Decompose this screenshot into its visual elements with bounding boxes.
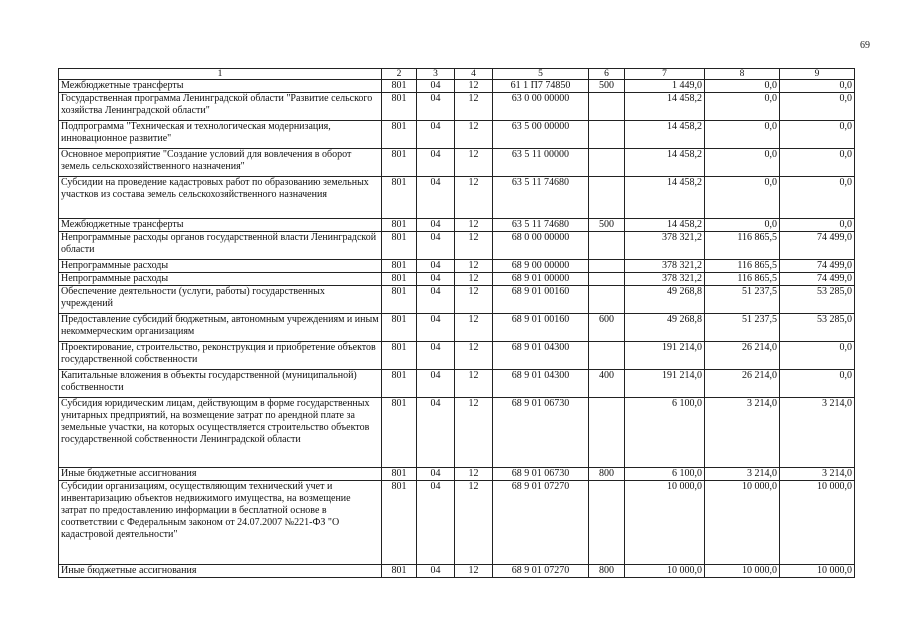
row-title-cell: Предоставление субсидий бюджетным, автономным учреждениям и иным некоммерческим организациям [59, 314, 382, 342]
amount-year-1-cell: 49 268,8 [625, 314, 705, 342]
amount-year-3-cell: 53 285,0 [780, 314, 855, 342]
ministry-code-cell: 801 [382, 481, 417, 565]
table-row [59, 565, 855, 578]
section-code-cell: 04 [417, 93, 455, 121]
amount-year-1-cell: 14 458,2 [625, 149, 705, 177]
amount-year-2-cell: 116 865,5 [705, 273, 780, 286]
row-title-cell: Проектирование, строительство, реконструкция и приобретение объектов государственной собственности [59, 342, 382, 370]
expense-type-code-cell: 600 [589, 314, 625, 342]
ministry-code-cell: 801 [382, 121, 417, 149]
amount-year-1-cell: 14 458,2 [625, 177, 705, 219]
amount-year-2-cell: 0,0 [705, 80, 780, 93]
header-cell: 3 [417, 69, 455, 80]
amount-year-2-cell: 10 000,0 [705, 565, 780, 578]
ministry-code-cell: 801 [382, 286, 417, 314]
subsection-code-cell: 12 [455, 481, 493, 565]
target-article-code-cell: 68 9 01 07270 [493, 565, 589, 578]
header-cell: 1 [59, 69, 382, 80]
amount-year-2-cell: 116 865,5 [705, 260, 780, 273]
target-article-code-cell: 68 9 01 00160 [493, 314, 589, 342]
expense-type-code-cell: 800 [589, 565, 625, 578]
section-code-cell: 04 [417, 286, 455, 314]
target-article-code-cell: 63 5 00 00000 [493, 121, 589, 149]
target-article-code-cell: 68 9 01 06730 [493, 398, 589, 468]
row-title-cell: Иные бюджетные ассигнования [59, 468, 382, 481]
section-code-cell: 04 [417, 342, 455, 370]
page-number: 69 [860, 40, 870, 51]
row-title-cell: Обеспечение деятельности (услуги, работы) государственных учреждений [59, 286, 382, 314]
expense-type-code-cell [589, 398, 625, 468]
expense-type-code-cell [589, 149, 625, 177]
subsection-code-cell: 12 [455, 398, 493, 468]
target-article-code-cell: 63 5 11 74680 [493, 219, 589, 232]
header-cell: 2 [382, 69, 417, 80]
expense-type-code-cell [589, 93, 625, 121]
ministry-code-cell: 801 [382, 260, 417, 273]
ministry-code-cell: 801 [382, 177, 417, 219]
section-code-cell: 04 [417, 260, 455, 273]
target-article-code-cell: 68 9 01 06730 [493, 468, 589, 481]
subsection-code-cell: 12 [455, 314, 493, 342]
row-title-cell: Государственная программа Ленинградской области "Развитие сельского хозяйства Ленинградской области" [59, 93, 382, 121]
amount-year-3-cell: 3 214,0 [780, 398, 855, 468]
target-article-code-cell: 68 9 01 00000 [493, 273, 589, 286]
budget-table [58, 68, 855, 578]
amount-year-3-cell: 74 499,0 [780, 273, 855, 286]
expense-type-code-cell [589, 121, 625, 149]
amount-year-3-cell: 0,0 [780, 93, 855, 121]
ministry-code-cell: 801 [382, 314, 417, 342]
section-code-cell: 04 [417, 121, 455, 149]
row-title-cell: Субсидии на проведение кадастровых работ по образованию земельных участков из состава земель сельскохозяйственного назначения [59, 177, 382, 219]
table-row [59, 121, 855, 149]
row-title-cell: Основное мероприятие "Создание условий для вовлечения в оборот земель сельскохозяйственного назначения" [59, 149, 382, 177]
amount-year-3-cell: 3 214,0 [780, 468, 855, 481]
expense-type-code-cell [589, 273, 625, 286]
expense-type-code-cell: 500 [589, 219, 625, 232]
subsection-code-cell: 12 [455, 149, 493, 177]
amount-year-2-cell: 0,0 [705, 219, 780, 232]
section-code-cell: 04 [417, 219, 455, 232]
table-row [59, 232, 855, 260]
target-article-code-cell: 68 9 01 04300 [493, 342, 589, 370]
section-code-cell: 04 [417, 481, 455, 565]
target-article-code-cell: 63 5 11 00000 [493, 149, 589, 177]
amount-year-2-cell: 51 237,5 [705, 314, 780, 342]
subsection-code-cell: 12 [455, 121, 493, 149]
table-row [59, 93, 855, 121]
amount-year-2-cell: 3 214,0 [705, 398, 780, 468]
amount-year-2-cell: 26 214,0 [705, 370, 780, 398]
target-article-code-cell: 68 9 01 00160 [493, 286, 589, 314]
subsection-code-cell: 12 [455, 370, 493, 398]
expense-type-code-cell [589, 286, 625, 314]
row-title-cell: Межбюджетные трансферты [59, 80, 382, 93]
amount-year-3-cell: 74 499,0 [780, 260, 855, 273]
row-title-cell: Субсидии организациям, осуществляющим технический учет и инвентаризацию объектов недвижимого имущества, на возмещение затрат по предоставлению информации в бесплатной основе в соответствии с Федеральным законом от 24.07.2007 №221-ФЗ "О кадастровой деятельности" [59, 481, 382, 565]
row-title-cell: Непрограммные расходы [59, 273, 382, 286]
section-code-cell: 04 [417, 273, 455, 286]
row-title-cell: Капитальные вложения в объекты государственной (муниципальной) собственности [59, 370, 382, 398]
table-row [59, 149, 855, 177]
subsection-code-cell: 12 [455, 273, 493, 286]
subsection-code-cell: 12 [455, 232, 493, 260]
amount-year-1-cell: 191 214,0 [625, 342, 705, 370]
amount-year-2-cell: 116 865,5 [705, 232, 780, 260]
table-row [59, 273, 855, 286]
amount-year-1-cell: 10 000,0 [625, 481, 705, 565]
amount-year-3-cell: 0,0 [780, 370, 855, 398]
amount-year-3-cell: 74 499,0 [780, 232, 855, 260]
row-title-cell: Непрограммные расходы органов государственной власти Ленинградской области [59, 232, 382, 260]
row-title-cell: Подпрограмма "Техническая и технологическая модернизация, инновационное развитие" [59, 121, 382, 149]
amount-year-1-cell: 378 321,2 [625, 260, 705, 273]
header-cell: 7 [625, 69, 705, 80]
table-row [59, 286, 855, 314]
table-row [59, 370, 855, 398]
subsection-code-cell: 12 [455, 93, 493, 121]
amount-year-2-cell: 0,0 [705, 121, 780, 149]
header-cell: 5 [493, 69, 589, 80]
expense-type-code-cell [589, 481, 625, 565]
table-row [59, 481, 855, 565]
subsection-code-cell: 12 [455, 286, 493, 314]
ministry-code-cell: 801 [382, 398, 417, 468]
table-row [59, 260, 855, 273]
amount-year-3-cell: 53 285,0 [780, 286, 855, 314]
amount-year-1-cell: 378 321,2 [625, 273, 705, 286]
amount-year-2-cell: 3 214,0 [705, 468, 780, 481]
table-row [59, 468, 855, 481]
subsection-code-cell: 12 [455, 342, 493, 370]
table-row [59, 177, 855, 219]
row-title-cell: Субсидия юридическим лицам, действующим в форме государственных унитарных предприятий, на возмещение затрат по арендной плате за земельные участки, на которых осуществляется строительство объектов государственной собственности Ленинградской области [59, 398, 382, 468]
ministry-code-cell: 801 [382, 93, 417, 121]
row-title-cell: Межбюджетные трансферты [59, 219, 382, 232]
amount-year-2-cell: 0,0 [705, 149, 780, 177]
subsection-code-cell: 12 [455, 260, 493, 273]
row-title-cell: Иные бюджетные ассигнования [59, 565, 382, 578]
amount-year-2-cell: 26 214,0 [705, 342, 780, 370]
amount-year-3-cell: 0,0 [780, 219, 855, 232]
table-row [59, 219, 855, 232]
section-code-cell: 04 [417, 370, 455, 398]
ministry-code-cell: 801 [382, 370, 417, 398]
amount-year-1-cell: 378 321,2 [625, 232, 705, 260]
amount-year-3-cell: 10 000,0 [780, 565, 855, 578]
subsection-code-cell: 12 [455, 219, 493, 232]
section-code-cell: 04 [417, 565, 455, 578]
header-row [59, 69, 855, 80]
ministry-code-cell: 801 [382, 219, 417, 232]
amount-year-1-cell: 191 214,0 [625, 370, 705, 398]
amount-year-1-cell: 10 000,0 [625, 565, 705, 578]
amount-year-2-cell: 51 237,5 [705, 286, 780, 314]
amount-year-2-cell: 10 000,0 [705, 481, 780, 565]
expense-type-code-cell: 400 [589, 370, 625, 398]
amount-year-1-cell: 14 458,2 [625, 219, 705, 232]
table-row [59, 398, 855, 468]
target-article-code-cell: 68 0 00 00000 [493, 232, 589, 260]
expense-type-code-cell [589, 232, 625, 260]
header-cell: 8 [705, 69, 780, 80]
header-cell: 4 [455, 69, 493, 80]
subsection-code-cell: 12 [455, 177, 493, 219]
amount-year-3-cell: 10 000,0 [780, 481, 855, 565]
target-article-code-cell: 63 0 00 00000 [493, 93, 589, 121]
section-code-cell: 04 [417, 177, 455, 219]
amount-year-1-cell: 6 100,0 [625, 398, 705, 468]
subsection-code-cell: 12 [455, 468, 493, 481]
section-code-cell: 04 [417, 314, 455, 342]
section-code-cell: 04 [417, 149, 455, 177]
amount-year-3-cell: 0,0 [780, 121, 855, 149]
amount-year-1-cell: 49 268,8 [625, 286, 705, 314]
target-article-code-cell: 68 9 01 04300 [493, 370, 589, 398]
amount-year-1-cell: 1 449,0 [625, 80, 705, 93]
table-row [59, 314, 855, 342]
ministry-code-cell: 801 [382, 232, 417, 260]
header-cell: 9 [780, 69, 855, 80]
section-code-cell: 04 [417, 468, 455, 481]
ministry-code-cell: 801 [382, 565, 417, 578]
ministry-code-cell: 801 [382, 342, 417, 370]
expense-type-code-cell [589, 342, 625, 370]
amount-year-3-cell: 0,0 [780, 177, 855, 219]
amount-year-3-cell: 0,0 [780, 80, 855, 93]
subsection-code-cell: 12 [455, 80, 493, 93]
ministry-code-cell: 801 [382, 149, 417, 177]
expense-type-code-cell [589, 177, 625, 219]
section-code-cell: 04 [417, 398, 455, 468]
subsection-code-cell: 12 [455, 565, 493, 578]
target-article-code-cell: 68 9 00 00000 [493, 260, 589, 273]
header-cell: 6 [589, 69, 625, 80]
amount-year-3-cell: 0,0 [780, 149, 855, 177]
section-code-cell: 04 [417, 80, 455, 93]
table-row [59, 80, 855, 93]
amount-year-3-cell: 0,0 [780, 342, 855, 370]
amount-year-2-cell: 0,0 [705, 177, 780, 219]
row-title-cell: Непрограммные расходы [59, 260, 382, 273]
target-article-code-cell: 63 5 11 74680 [493, 177, 589, 219]
expense-type-code-cell [589, 260, 625, 273]
ministry-code-cell: 801 [382, 80, 417, 93]
table-row [59, 342, 855, 370]
ministry-code-cell: 801 [382, 273, 417, 286]
ministry-code-cell: 801 [382, 468, 417, 481]
expense-type-code-cell: 500 [589, 80, 625, 93]
target-article-code-cell: 61 1 П7 74850 [493, 80, 589, 93]
amount-year-1-cell: 14 458,2 [625, 93, 705, 121]
expense-type-code-cell: 800 [589, 468, 625, 481]
target-article-code-cell: 68 9 01 07270 [493, 481, 589, 565]
section-code-cell: 04 [417, 232, 455, 260]
amount-year-1-cell: 14 458,2 [625, 121, 705, 149]
amount-year-1-cell: 6 100,0 [625, 468, 705, 481]
amount-year-2-cell: 0,0 [705, 93, 780, 121]
